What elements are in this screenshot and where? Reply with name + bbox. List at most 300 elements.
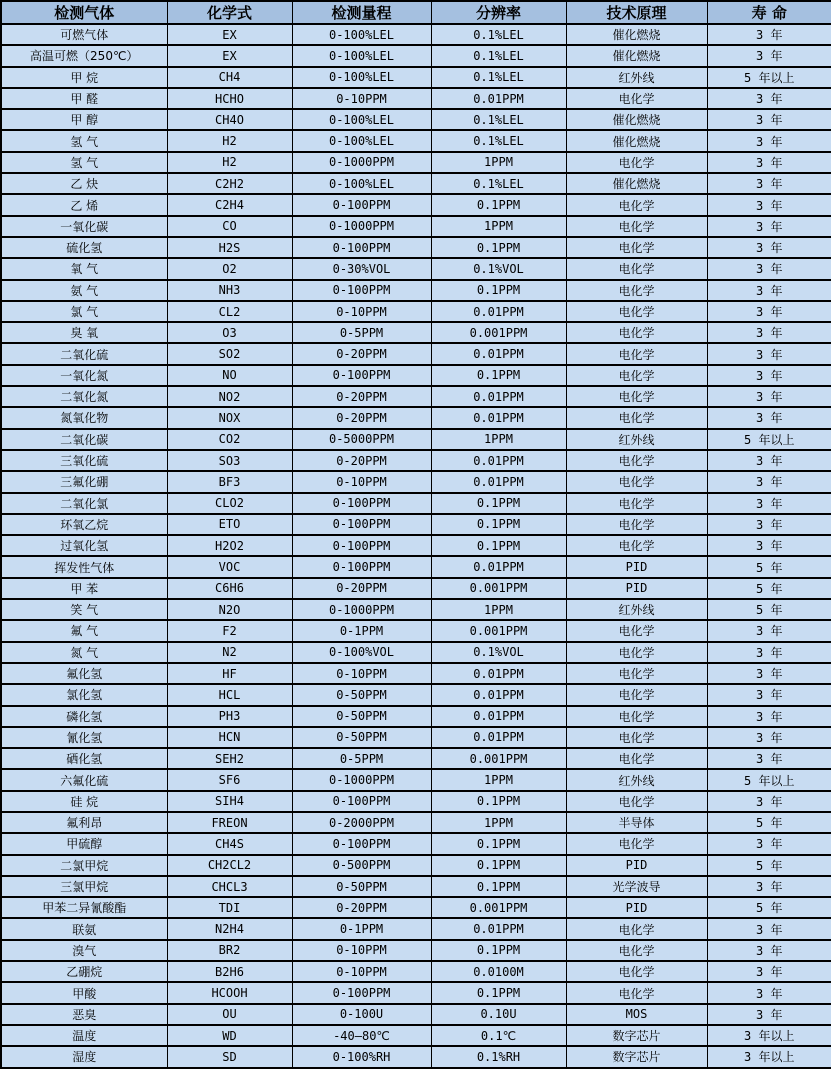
- detection-range-cell: -40—80℃: [292, 1025, 431, 1046]
- resolution-cell: 1PPM: [431, 599, 566, 620]
- lifespan-cell: 3 年以上: [707, 1046, 831, 1067]
- gas-name-cell: 甲 烷: [1, 67, 167, 88]
- table-row: [1, 280, 831, 301]
- header-lifespan: 寿 命: [707, 1, 831, 24]
- technology-principle-cell: 催化燃烧: [566, 173, 707, 194]
- lifespan-cell: 5 年以上: [707, 429, 831, 450]
- lifespan-cell: 3 年: [707, 237, 831, 258]
- resolution-cell: 1PPM: [431, 429, 566, 450]
- resolution-cell: 0.1%LEL: [431, 173, 566, 194]
- detection-range-cell: 0-100PPM: [292, 280, 431, 301]
- detection-range-cell: 0-20PPM: [292, 386, 431, 407]
- table-row: [1, 556, 831, 577]
- chemical-formula-cell: TDI: [167, 897, 292, 918]
- lifespan-cell: 3 年: [707, 620, 831, 641]
- resolution-cell: 0.1PPM: [431, 365, 566, 386]
- detection-range-cell: 0-20PPM: [292, 897, 431, 918]
- table-row: [1, 343, 831, 364]
- chemical-formula-cell: CH4S: [167, 833, 292, 854]
- table-row: [1, 194, 831, 215]
- header-chemical-formula: 化学式: [167, 1, 292, 24]
- resolution-cell: 0.1%LEL: [431, 109, 566, 130]
- technology-principle-cell: 电化学: [566, 961, 707, 982]
- table-row: [1, 322, 831, 343]
- lifespan-cell: 3 年: [707, 173, 831, 194]
- resolution-cell: 0.1%RH: [431, 1046, 566, 1067]
- detection-range-cell: 0-1000PPM: [292, 152, 431, 173]
- lifespan-cell: 3 年: [707, 876, 831, 897]
- resolution-cell: 0.01PPM: [431, 663, 566, 684]
- header-gas-name: 检测气体: [1, 1, 167, 24]
- chemical-formula-cell: NOX: [167, 407, 292, 428]
- detection-range-cell: 0-1000PPM: [292, 599, 431, 620]
- detection-range-cell: 0-100%LEL: [292, 173, 431, 194]
- technology-principle-cell: 光学波导: [566, 876, 707, 897]
- technology-principle-cell: 电化学: [566, 642, 707, 663]
- resolution-cell: 0.1PPM: [431, 493, 566, 514]
- lifespan-cell: 3 年以上: [707, 1025, 831, 1046]
- detection-range-cell: 0-100U: [292, 1004, 431, 1025]
- chemical-formula-cell: BR2: [167, 940, 292, 961]
- gas-name-cell: 硫化氢: [1, 237, 167, 258]
- detection-range-cell: 0-1PPM: [292, 620, 431, 641]
- gas-name-cell: 笑 气: [1, 599, 167, 620]
- technology-principle-cell: 电化学: [566, 620, 707, 641]
- gas-name-cell: 乙 炔: [1, 173, 167, 194]
- lifespan-cell: 5 年以上: [707, 67, 831, 88]
- lifespan-cell: 3 年: [707, 663, 831, 684]
- header-detection-range: 检测量程: [292, 1, 431, 24]
- gas-name-cell: 二氯甲烷: [1, 855, 167, 876]
- table-row: [1, 67, 831, 88]
- resolution-cell: 0.1PPM: [431, 940, 566, 961]
- chemical-formula-cell: OU: [167, 1004, 292, 1025]
- resolution-cell: 0.1%VOL: [431, 642, 566, 663]
- lifespan-cell: 3 年: [707, 45, 831, 66]
- resolution-cell: 1PPM: [431, 216, 566, 237]
- chemical-formula-cell: PH3: [167, 706, 292, 727]
- technology-principle-cell: 电化学: [566, 514, 707, 535]
- table-row: [1, 130, 831, 151]
- resolution-cell: 0.001PPM: [431, 322, 566, 343]
- table-row: [1, 578, 831, 599]
- resolution-cell: 0.1PPM: [431, 194, 566, 215]
- technology-principle-cell: PID: [566, 556, 707, 577]
- detection-range-cell: 0-100PPM: [292, 514, 431, 535]
- lifespan-cell: 3 年: [707, 833, 831, 854]
- table-row: [1, 620, 831, 641]
- technology-principle-cell: 电化学: [566, 343, 707, 364]
- header-technology-principle: 技术原理: [566, 1, 707, 24]
- chemical-formula-cell: SEH2: [167, 748, 292, 769]
- lifespan-cell: 3 年: [707, 918, 831, 939]
- chemical-formula-cell: H2O2: [167, 535, 292, 556]
- detection-range-cell: 0-500PPM: [292, 855, 431, 876]
- chemical-formula-cell: HCOOH: [167, 982, 292, 1003]
- technology-principle-cell: 电化学: [566, 791, 707, 812]
- detection-range-cell: 0-100%LEL: [292, 130, 431, 151]
- detection-range-cell: 0-30%VOL: [292, 258, 431, 279]
- lifespan-cell: 3 年: [707, 940, 831, 961]
- lifespan-cell: 3 年: [707, 88, 831, 109]
- detection-range-cell: 0-100PPM: [292, 982, 431, 1003]
- gas-name-cell: 甲硫醇: [1, 833, 167, 854]
- detection-range-cell: 0-100%LEL: [292, 45, 431, 66]
- detection-range-cell: 0-100%VOL: [292, 642, 431, 663]
- lifespan-cell: 3 年: [707, 386, 831, 407]
- lifespan-cell: 5 年: [707, 897, 831, 918]
- lifespan-cell: 3 年: [707, 24, 831, 45]
- technology-principle-cell: 电化学: [566, 727, 707, 748]
- table-row: [1, 1004, 831, 1025]
- technology-principle-cell: 电化学: [566, 982, 707, 1003]
- resolution-cell: 0.001PPM: [431, 620, 566, 641]
- table-row: [1, 152, 831, 173]
- table-row: [1, 769, 831, 790]
- resolution-cell: 1PPM: [431, 769, 566, 790]
- technology-principle-cell: 电化学: [566, 684, 707, 705]
- detection-range-cell: 0-1000PPM: [292, 769, 431, 790]
- detection-range-cell: 0-1PPM: [292, 918, 431, 939]
- detection-range-cell: 0-1000PPM: [292, 216, 431, 237]
- table-row: [1, 940, 831, 961]
- chemical-formula-cell: SO3: [167, 450, 292, 471]
- technology-principle-cell: 电化学: [566, 663, 707, 684]
- detection-range-cell: 0-5PPM: [292, 748, 431, 769]
- gas-name-cell: 二氧化氯: [1, 493, 167, 514]
- table-row: [1, 1025, 831, 1046]
- table-row: [1, 493, 831, 514]
- resolution-cell: 1PPM: [431, 812, 566, 833]
- resolution-cell: 0.01PPM: [431, 471, 566, 492]
- lifespan-cell: 3 年: [707, 982, 831, 1003]
- chemical-formula-cell: CL2: [167, 301, 292, 322]
- detection-range-cell: 0-100PPM: [292, 365, 431, 386]
- detection-range-cell: 0-100PPM: [292, 556, 431, 577]
- detection-range-cell: 0-10PPM: [292, 663, 431, 684]
- chemical-formula-cell: VOC: [167, 556, 292, 577]
- chemical-formula-cell: SIH4: [167, 791, 292, 812]
- detection-range-cell: 0-5000PPM: [292, 429, 431, 450]
- resolution-cell: 0.0100M: [431, 961, 566, 982]
- table-row: [1, 109, 831, 130]
- chemical-formula-cell: B2H6: [167, 961, 292, 982]
- table-row: [1, 855, 831, 876]
- resolution-cell: 0.01PPM: [431, 727, 566, 748]
- resolution-cell: 0.1%LEL: [431, 130, 566, 151]
- table-row: [1, 45, 831, 66]
- table-row: [1, 386, 831, 407]
- gas-name-cell: 磷化氢: [1, 706, 167, 727]
- technology-principle-cell: 红外线: [566, 599, 707, 620]
- resolution-cell: 1PPM: [431, 152, 566, 173]
- resolution-cell: 0.1℃: [431, 1025, 566, 1046]
- gas-name-cell: 甲苯二异氰酸酯: [1, 897, 167, 918]
- detection-range-cell: 0-20PPM: [292, 343, 431, 364]
- detection-range-cell: 0-50PPM: [292, 727, 431, 748]
- chemical-formula-cell: ETO: [167, 514, 292, 535]
- table-row: [1, 961, 831, 982]
- technology-principle-cell: 催化燃烧: [566, 130, 707, 151]
- technology-principle-cell: PID: [566, 855, 707, 876]
- chemical-formula-cell: CO: [167, 216, 292, 237]
- table-row: [1, 791, 831, 812]
- lifespan-cell: 3 年: [707, 1004, 831, 1025]
- gas-name-cell: 过氧化氢: [1, 535, 167, 556]
- chemical-formula-cell: CH2CL2: [167, 855, 292, 876]
- table-row: [1, 876, 831, 897]
- technology-principle-cell: 电化学: [566, 940, 707, 961]
- resolution-cell: 0.001PPM: [431, 748, 566, 769]
- resolution-cell: 0.01PPM: [431, 386, 566, 407]
- detection-range-cell: 0-100%LEL: [292, 67, 431, 88]
- chemical-formula-cell: O2: [167, 258, 292, 279]
- resolution-cell: 0.01PPM: [431, 450, 566, 471]
- lifespan-cell: 3 年: [707, 748, 831, 769]
- technology-principle-cell: 电化学: [566, 322, 707, 343]
- resolution-cell: 0.1PPM: [431, 791, 566, 812]
- lifespan-cell: 3 年: [707, 301, 831, 322]
- gas-name-cell: 温度: [1, 1025, 167, 1046]
- technology-principle-cell: 电化学: [566, 386, 707, 407]
- lifespan-cell: 3 年: [707, 109, 831, 130]
- gas-name-cell: 三氯甲烷: [1, 876, 167, 897]
- lifespan-cell: 3 年: [707, 706, 831, 727]
- technology-principle-cell: 电化学: [566, 535, 707, 556]
- lifespan-cell: 5 年以上: [707, 769, 831, 790]
- detection-range-cell: 0-50PPM: [292, 706, 431, 727]
- gas-name-cell: 一氧化氮: [1, 365, 167, 386]
- detection-range-cell: 0-10PPM: [292, 940, 431, 961]
- gas-name-cell: 氯化氢: [1, 684, 167, 705]
- detection-range-cell: 0-100PPM: [292, 237, 431, 258]
- gas-name-cell: 湿度: [1, 1046, 167, 1067]
- chemical-formula-cell: SF6: [167, 769, 292, 790]
- technology-principle-cell: 电化学: [566, 471, 707, 492]
- gas-name-cell: 氮氧化物: [1, 407, 167, 428]
- table-row: [1, 365, 831, 386]
- detection-range-cell: 0-10PPM: [292, 88, 431, 109]
- chemical-formula-cell: EX: [167, 24, 292, 45]
- lifespan-cell: 3 年: [707, 365, 831, 386]
- lifespan-cell: 3 年: [707, 535, 831, 556]
- detection-range-cell: 0-2000PPM: [292, 812, 431, 833]
- table-row: [1, 535, 831, 556]
- resolution-cell: 0.1PPM: [431, 876, 566, 897]
- resolution-cell: 0.1%LEL: [431, 24, 566, 45]
- gas-name-cell: 乙硼烷: [1, 961, 167, 982]
- lifespan-cell: 3 年: [707, 258, 831, 279]
- lifespan-cell: 3 年: [707, 407, 831, 428]
- table-row: [1, 1046, 831, 1067]
- table-row: [1, 812, 831, 833]
- lifespan-cell: 3 年: [707, 343, 831, 364]
- lifespan-cell: 3 年: [707, 280, 831, 301]
- chemical-formula-cell: H2: [167, 152, 292, 173]
- resolution-cell: 0.01PPM: [431, 684, 566, 705]
- table-row: [1, 258, 831, 279]
- table-row: [1, 173, 831, 194]
- resolution-cell: 0.001PPM: [431, 578, 566, 599]
- gas-name-cell: 臭 氧: [1, 322, 167, 343]
- resolution-cell: 0.01PPM: [431, 88, 566, 109]
- table-row: [1, 727, 831, 748]
- gas-name-cell: 恶臭: [1, 1004, 167, 1025]
- gas-name-cell: 二氧化碳: [1, 429, 167, 450]
- detection-range-cell: 0-100PPM: [292, 493, 431, 514]
- resolution-cell: 0.1PPM: [431, 514, 566, 535]
- table-row: [1, 429, 831, 450]
- resolution-cell: 0.01PPM: [431, 556, 566, 577]
- lifespan-cell: 3 年: [707, 642, 831, 663]
- chemical-formula-cell: H2: [167, 130, 292, 151]
- table-row: [1, 407, 831, 428]
- chemical-formula-cell: NO: [167, 365, 292, 386]
- table-row: [1, 918, 831, 939]
- resolution-cell: 0.1PPM: [431, 237, 566, 258]
- detection-range-cell: 0-100PPM: [292, 791, 431, 812]
- lifespan-cell: 3 年: [707, 791, 831, 812]
- resolution-cell: 0.1PPM: [431, 855, 566, 876]
- technology-principle-cell: 催化燃烧: [566, 109, 707, 130]
- gas-name-cell: 氢 气: [1, 152, 167, 173]
- table-row: [1, 684, 831, 705]
- gas-name-cell: 挥发性气体: [1, 556, 167, 577]
- lifespan-cell: 3 年: [707, 493, 831, 514]
- gas-name-cell: 三氧化硫: [1, 450, 167, 471]
- gas-name-cell: 三氟化硼: [1, 471, 167, 492]
- chemical-formula-cell: SD: [167, 1046, 292, 1067]
- technology-principle-cell: 红外线: [566, 769, 707, 790]
- technology-principle-cell: 红外线: [566, 67, 707, 88]
- chemical-formula-cell: WD: [167, 1025, 292, 1046]
- technology-principle-cell: 催化燃烧: [566, 45, 707, 66]
- resolution-cell: 0.10U: [431, 1004, 566, 1025]
- resolution-cell: 0.01PPM: [431, 301, 566, 322]
- gas-name-cell: 甲 苯: [1, 578, 167, 599]
- technology-principle-cell: 红外线: [566, 429, 707, 450]
- technology-principle-cell: PID: [566, 897, 707, 918]
- technology-principle-cell: 电化学: [566, 918, 707, 939]
- technology-principle-cell: 电化学: [566, 237, 707, 258]
- lifespan-cell: 5 年: [707, 556, 831, 577]
- resolution-cell: 0.01PPM: [431, 407, 566, 428]
- resolution-cell: 0.01PPM: [431, 918, 566, 939]
- gas-name-cell: 硒化氢: [1, 748, 167, 769]
- resolution-cell: 0.1PPM: [431, 982, 566, 1003]
- gas-name-cell: 氨 气: [1, 280, 167, 301]
- chemical-formula-cell: NO2: [167, 386, 292, 407]
- resolution-cell: 0.1PPM: [431, 833, 566, 854]
- detection-range-cell: 0-5PPM: [292, 322, 431, 343]
- table-row: [1, 642, 831, 663]
- table-row: [1, 663, 831, 684]
- technology-principle-cell: 电化学: [566, 407, 707, 428]
- lifespan-cell: 3 年: [707, 152, 831, 173]
- chemical-formula-cell: EX: [167, 45, 292, 66]
- resolution-cell: 0.01PPM: [431, 706, 566, 727]
- lifespan-cell: 3 年: [707, 514, 831, 535]
- gas-name-cell: 氰化氢: [1, 727, 167, 748]
- table-row: [1, 982, 831, 1003]
- technology-principle-cell: 电化学: [566, 833, 707, 854]
- chemical-formula-cell: N2: [167, 642, 292, 663]
- chemical-formula-cell: CO2: [167, 429, 292, 450]
- gas-name-cell: 硅 烷: [1, 791, 167, 812]
- table-row: [1, 748, 831, 769]
- chemical-formula-cell: O3: [167, 322, 292, 343]
- chemical-formula-cell: H2S: [167, 237, 292, 258]
- chemical-formula-cell: C6H6: [167, 578, 292, 599]
- resolution-cell: 0.1PPM: [431, 280, 566, 301]
- gas-name-cell: 氟化氢: [1, 663, 167, 684]
- gas-name-cell: 可燃气体: [1, 24, 167, 45]
- technology-principle-cell: 电化学: [566, 706, 707, 727]
- chemical-formula-cell: N2O: [167, 599, 292, 620]
- chemical-formula-cell: HF: [167, 663, 292, 684]
- table-row: [1, 833, 831, 854]
- header-resolution: 分辨率: [431, 1, 566, 24]
- gas-name-cell: 六氟化硫: [1, 769, 167, 790]
- lifespan-cell: 5 年: [707, 812, 831, 833]
- table-row: [1, 24, 831, 45]
- table-row: [1, 216, 831, 237]
- table-row: [1, 301, 831, 322]
- table-row: [1, 88, 831, 109]
- technology-principle-cell: 电化学: [566, 280, 707, 301]
- detection-range-cell: 0-10PPM: [292, 471, 431, 492]
- lifespan-cell: 5 年: [707, 578, 831, 599]
- lifespan-cell: 3 年: [707, 471, 831, 492]
- lifespan-cell: 5 年: [707, 855, 831, 876]
- table-row: [1, 706, 831, 727]
- gas-name-cell: 甲酸: [1, 982, 167, 1003]
- lifespan-cell: 3 年: [707, 194, 831, 215]
- chemical-formula-cell: SO2: [167, 343, 292, 364]
- chemical-formula-cell: NH3: [167, 280, 292, 301]
- detection-range-cell: 0-100PPM: [292, 833, 431, 854]
- chemical-formula-cell: CHCL3: [167, 876, 292, 897]
- table-row: [1, 237, 831, 258]
- gas-name-cell: 氢 气: [1, 130, 167, 151]
- technology-principle-cell: 电化学: [566, 493, 707, 514]
- gas-name-cell: 一氧化碳: [1, 216, 167, 237]
- technology-principle-cell: 电化学: [566, 216, 707, 237]
- table-row: [1, 450, 831, 471]
- gas-name-cell: 溴气: [1, 940, 167, 961]
- detection-range-cell: 0-50PPM: [292, 684, 431, 705]
- technology-principle-cell: MOS: [566, 1004, 707, 1025]
- detection-range-cell: 0-20PPM: [292, 450, 431, 471]
- lifespan-cell: 3 年: [707, 216, 831, 237]
- table-row: [1, 471, 831, 492]
- detection-range-cell: 0-20PPM: [292, 407, 431, 428]
- chemical-formula-cell: C2H2: [167, 173, 292, 194]
- resolution-cell: 0.001PPM: [431, 897, 566, 918]
- technology-principle-cell: 电化学: [566, 450, 707, 471]
- technology-principle-cell: 电化学: [566, 365, 707, 386]
- technology-principle-cell: 电化学: [566, 748, 707, 769]
- technology-principle-cell: 数字芯片: [566, 1025, 707, 1046]
- chemical-formula-cell: N2H4: [167, 918, 292, 939]
- chemical-formula-cell: CLO2: [167, 493, 292, 514]
- technology-principle-cell: 催化燃烧: [566, 24, 707, 45]
- gas-name-cell: 氟 气: [1, 620, 167, 641]
- gas-name-cell: 二氧化氮: [1, 386, 167, 407]
- detection-range-cell: 0-100PPM: [292, 535, 431, 556]
- lifespan-cell: 3 年: [707, 727, 831, 748]
- technology-principle-cell: PID: [566, 578, 707, 599]
